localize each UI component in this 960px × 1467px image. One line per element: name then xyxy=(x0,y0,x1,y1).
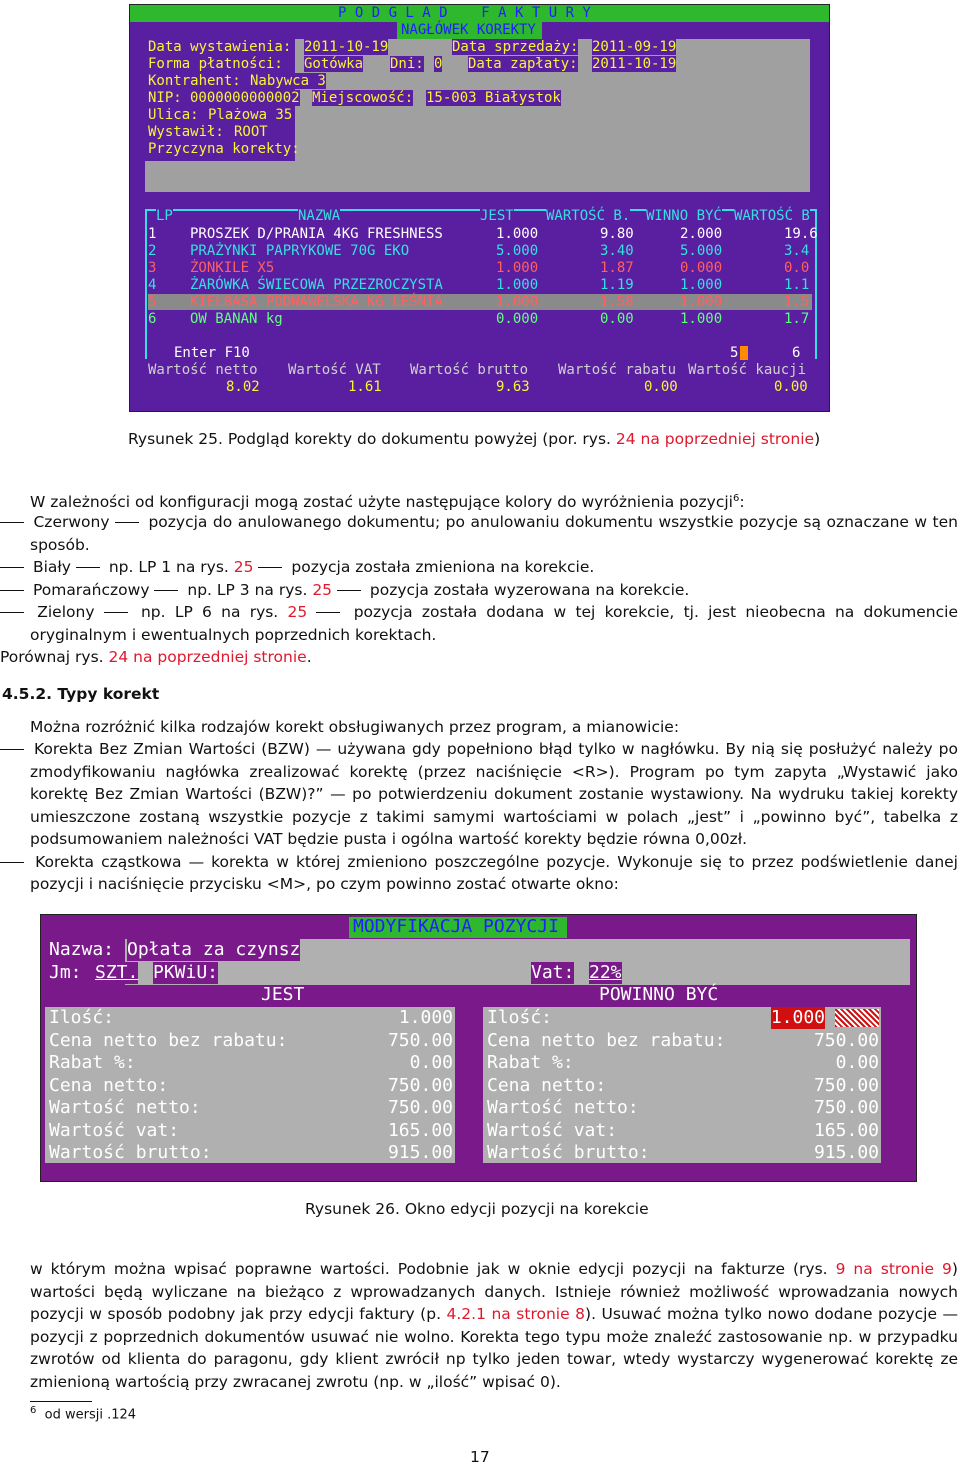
jest-label-5: Wartość vat: xyxy=(49,1119,180,1141)
row-1-jest[interactable]: 1.000 xyxy=(496,226,539,242)
type-bzw xyxy=(0,738,958,851)
closing-link2[interactable]: 4.2.1 na stronie 8 xyxy=(446,1305,586,1323)
powinno-label-5: Wartość vat: xyxy=(487,1119,618,1141)
total-kaucja: 0.00 xyxy=(774,379,808,395)
value-vat[interactable]: 22% xyxy=(589,962,622,983)
row-6-lp[interactable]: 6 xyxy=(148,311,157,327)
invoice-preview-screenshot xyxy=(129,4,830,412)
color-orange-desc: np. LP 3 na rys. xyxy=(182,580,313,599)
subtitle: NAGŁÓWEK KOREKTY xyxy=(401,22,536,38)
row-5-jest[interactable]: 1.000 xyxy=(496,294,539,310)
col-lp: LP xyxy=(156,208,173,224)
powinno-value-4[interactable]: 750.00 xyxy=(813,1097,879,1118)
section-heading: 4.5.2. Typy korekt xyxy=(2,685,160,703)
row-3-wb[interactable]: 1.87 xyxy=(600,260,634,276)
color-red: Czerwony xyxy=(33,513,110,531)
modify-position-screenshot xyxy=(40,914,917,1182)
closing-b: ) wartości będą wyliczane na bieżąco z wprowadzanych danych. Istnieje również możliwość wprowadzania nowych pozycji w sposób podobny jak przy edycji faktury (p. xyxy=(30,1260,958,1323)
list-item-red xyxy=(0,511,958,556)
closing-a: w którym można wpisać poprawne wartości. Podobnie jak w oknie edycji pozycji na fakturze (rys. xyxy=(30,1260,836,1278)
row-3-wb2[interactable]: 0.0 xyxy=(784,260,810,276)
row-3-lp[interactable]: 3 xyxy=(148,260,157,276)
compare-text: Porównaj rys. xyxy=(0,648,109,666)
jest-value-4: 750.00 xyxy=(387,1097,453,1118)
row-2-nazwa[interactable]: PRAŻYNKI PAPRYKOWE 70G EKO xyxy=(190,243,410,259)
label-vat: Vat: xyxy=(531,962,575,983)
footnote xyxy=(30,1405,136,1422)
compare-link[interactable]: 24 na poprzedniej stronie xyxy=(108,648,307,666)
value-kontrahent: Nabywca 3 xyxy=(250,73,326,89)
label-jm: Jm: xyxy=(49,962,82,983)
colors-intro xyxy=(30,488,745,513)
label-data-zap: Data zapłaty: xyxy=(468,56,578,72)
jest-label-3: Cena netto: xyxy=(49,1074,169,1096)
row-4-lp[interactable]: 4 xyxy=(148,277,157,293)
value-forma: Gotówka xyxy=(304,56,364,72)
col-jest: JEST xyxy=(480,208,514,224)
color-orange-link[interactable]: 25 xyxy=(312,580,333,599)
title: P O D G L A D F A K T U R Y xyxy=(338,5,591,21)
row-6-wb2[interactable]: 1.7 xyxy=(784,311,810,327)
colors-intro-text: W zależności od konfiguracji mogą zostać użyte następujące kolory do wyróżnienia pozycji xyxy=(30,493,733,512)
row-5-lp[interactable]: 5 xyxy=(148,294,157,310)
jest-label-1: Cena netto bez rabatu: xyxy=(49,1029,288,1051)
label-dni: Dni: xyxy=(390,56,424,72)
position-current: 5 xyxy=(730,345,739,361)
row-3-jest[interactable]: 1.000 xyxy=(496,260,539,276)
total-netto: 8.02 xyxy=(226,379,260,395)
row-5-winno[interactable]: 1.000 xyxy=(680,294,723,310)
color-orange-desc2: pozycja została wyzerowana na korekcie. xyxy=(364,580,690,599)
row-1-wb2[interactable]: 19.6 xyxy=(784,226,818,242)
jest-label-6: Wartość brutto: xyxy=(49,1142,212,1163)
powinno-value-0[interactable]: 1.000 xyxy=(770,1007,825,1028)
label-kontrahent: Kontrahent: xyxy=(148,73,241,89)
row-2-wb[interactable]: 3.40 xyxy=(600,243,634,259)
heading-jest: JEST xyxy=(261,984,305,1005)
enter-f10: Enter F10 xyxy=(174,345,250,361)
total-vat: 1.61 xyxy=(348,379,382,395)
jest-label-0: Ilość: xyxy=(49,1007,115,1028)
caption-25-end: ) xyxy=(814,430,821,448)
jest-label-4: Wartość netto: xyxy=(49,1097,201,1118)
list-item-orange xyxy=(0,579,958,602)
list-item-white xyxy=(0,556,958,579)
closing-c: ). Usuwać można tylko nowo dodane pozycje — pozycji z poprzednich dokumentów usuwać nie wolno. Korekta tego typu może znaleźć zastosowanie np. w przypadku zwrotów od klienta do paragonu, gdy klient zwrócił np tylko jeden towar, wtedy wystarczy wygenerować korektę ze zmienioną wartością przy zwracanej zwrotu (np. w „ilość” wpisać 0). xyxy=(30,1305,959,1391)
types-list xyxy=(0,738,958,896)
row-1-wb[interactable]: 9.80 xyxy=(600,226,634,242)
compare-line xyxy=(0,646,958,669)
row-2-winno[interactable]: 5.000 xyxy=(680,243,723,259)
label-pkwiu: PKWiU: xyxy=(153,962,219,983)
footnote-text: od wersji .124 xyxy=(44,1407,137,1423)
label-ulica: Ulica: xyxy=(148,107,199,123)
label-nip: NIP: xyxy=(148,90,182,106)
footnote-ref[interactable]: 6 xyxy=(732,493,740,504)
label-data-wyst: Data wystawienia: xyxy=(148,39,292,55)
closing-paragraph xyxy=(30,1258,958,1393)
compare-end: . xyxy=(306,648,312,666)
value-jm[interactable]: SZT. xyxy=(95,962,139,983)
powinno-label-2: Rabat %: xyxy=(487,1052,574,1073)
row-4-nazwa[interactable]: ŻARÓWKA ŚWIECOWA PRZEZROCZYSTA xyxy=(190,277,443,293)
color-red-desc: pozycja do anulowanego dokumentu; po anulowaniu dokumentu wszystkie pozycje są oznaczane w ten sposób. xyxy=(30,513,958,554)
total-rabat: 0.00 xyxy=(644,379,678,395)
powinno-label-0: Ilość: xyxy=(487,1007,553,1028)
row-4-jest[interactable]: 1.000 xyxy=(496,277,539,293)
value-data-wyst: 2011-10-19 xyxy=(304,39,389,55)
powinno-value-5[interactable]: 165.00 xyxy=(813,1119,879,1141)
label-nazwa: Nazwa: xyxy=(49,939,115,960)
row-2-wb2[interactable]: 3.4 xyxy=(784,243,810,259)
type-partial xyxy=(0,851,958,896)
color-green-link[interactable]: 25 xyxy=(287,603,308,621)
colors-intro-end: : xyxy=(739,493,745,512)
row-4-wb2[interactable]: 1.1 xyxy=(784,277,810,293)
list-item-green xyxy=(0,601,958,646)
color-orange: Pomarańczowy xyxy=(32,580,150,599)
caption-25-text: Rysunek 25. Podgląd korekty do dokumentu powyżej (por. rys. xyxy=(128,430,616,448)
powinno-value-3[interactable]: 750.00 xyxy=(813,1074,879,1096)
value-ulica: Plażowa 35 xyxy=(208,107,293,123)
jest-value-1: 750.00 xyxy=(387,1029,453,1051)
input-cursor-hatch xyxy=(835,1009,879,1027)
row-2-lp[interactable]: 2 xyxy=(148,243,157,259)
powinno-label-3: Cena netto: xyxy=(487,1074,607,1096)
row-6-jest[interactable]: 0.000 xyxy=(496,311,539,327)
title-bar xyxy=(130,5,829,22)
total-label-brutto: Wartość brutto xyxy=(410,362,529,378)
types-intro: Można rozróżnić kilka rodzajów korekt obsługiwanych przez program, a mianowicie: xyxy=(30,718,680,736)
color-white-desc2: pozycja została zmieniona na korekcie. xyxy=(286,558,595,576)
color-white-desc: np. LP 1 na rys. xyxy=(103,558,234,576)
row-6-nazwa[interactable]: OW BANAN kg xyxy=(190,311,283,327)
page-number: 17 xyxy=(470,1448,490,1466)
value-nazwa[interactable]: Opłata za czynsz xyxy=(127,939,301,960)
row-3-nazwa[interactable]: ŻONKILE X5 xyxy=(190,260,275,276)
caption-25 xyxy=(128,428,820,450)
type-bzw-text: Korekta Bez Zmian Wartości (BZW) — używana gdy popełniono błąd tylko w nagłówku. By nią się posłużyć należy po zmodyfikowaniu nagłówka zrealizować korektę (przez naciśnięcie <R>). Program po tym zapyta „Wystawić jako korektę Bez Zmian Wartości (BZW)?” — po potwierdzeniu dokument zostanie wystawiony. Na wydruku takiej korekty umieszczone zostaną wszystkie pozycje z takimi samymi wartościami w polach „jest” i „powinno być”, tabelka z podsumowaniem należności VAT będzie pusta i ogólna wartość korekty będzie równa 0,00zł. xyxy=(30,740,958,848)
heading-powinno: POWINNO BYĆ xyxy=(599,984,719,1005)
row-4-wb[interactable]: 1.19 xyxy=(600,277,634,293)
color-green-desc: np. LP 6 na rys. xyxy=(131,603,288,621)
value-data-zap: 2011-10-19 xyxy=(592,56,677,72)
color-list xyxy=(0,511,958,669)
label-przyczyna: Przyczyna korekty: xyxy=(148,141,300,157)
footnote-rule xyxy=(30,1401,92,1402)
row-3-winno[interactable]: 0.000 xyxy=(680,260,723,276)
row-4-winno[interactable]: 1.000 xyxy=(680,277,723,293)
color-green: Zielony xyxy=(37,603,95,621)
subtitle-bar xyxy=(397,22,542,39)
label-miejsc: Miejscowość: xyxy=(312,90,414,106)
caption-25-link[interactable]: 24 na poprzedniej stronie xyxy=(615,430,815,448)
total-label-rabat: Wartość rabatu xyxy=(558,362,677,378)
powinno-label-4: Wartość netto: xyxy=(487,1097,639,1118)
col-winno: WINNO BYĆ xyxy=(646,208,722,224)
value-data-sprz: 2011-09-19 xyxy=(592,39,677,55)
label-wystawil: Wystawił: xyxy=(148,124,224,140)
footnote-num: 6 xyxy=(30,1405,37,1416)
powinno-value-6[interactable]: 915.00 xyxy=(813,1142,879,1163)
jest-value-5: 165.00 xyxy=(387,1119,453,1141)
caption-26: Rysunek 26. Okno edycji pozycji na korekcie xyxy=(305,1200,649,1218)
row-6-winno[interactable]: 1.000 xyxy=(680,311,723,327)
row-1-lp[interactable]: 1 xyxy=(148,226,157,242)
type-partial-text: Korekta cząstkowa — korekta w której zmieniono poszczególne pozycje. Wykonuje się to przez podświetlenie danej pozycji i naciśnięcie przycisku <M>, po czym powinno zostać otwarte okno: xyxy=(30,852,958,893)
color-green-desc2: pozycja została dodana w tej korekcie, tj. jest nieobecna na dokumencie oryginalnym i ewentualnych poprzednich korektach. xyxy=(30,603,958,644)
value-nip: 0000000000002 xyxy=(190,90,300,106)
total-brutto: 9.63 xyxy=(496,379,530,395)
col-wartosc-b: WARTOŚĆ B. xyxy=(546,208,631,224)
col-wartosc-b2: WARTOŚĆ B xyxy=(734,208,810,224)
row-2-jest[interactable]: 5.000 xyxy=(496,243,539,259)
jest-value-6: 915.00 xyxy=(387,1142,453,1163)
row-5-wb[interactable]: 1.58 xyxy=(600,294,634,310)
row-5-nazwa[interactable]: KIEŁBASA PODWAWELSKA KG LEŚNIA xyxy=(190,294,443,310)
row-1-winno[interactable]: 2.000 xyxy=(680,226,723,242)
jest-value-0: 1.000 xyxy=(398,1007,453,1028)
powinno-value-1[interactable]: 750.00 xyxy=(813,1029,879,1051)
color-white: Biały xyxy=(32,558,71,576)
row-6-wb[interactable]: 0.00 xyxy=(600,311,634,327)
position-total: 6 xyxy=(792,345,801,361)
powinno-label-6: Wartość brutto: xyxy=(487,1142,650,1163)
closing-link1[interactable]: 9 na stronie 9 xyxy=(835,1260,952,1278)
cursor xyxy=(740,346,748,360)
total-label-kaucja: Wartość kaucji xyxy=(688,362,807,378)
color-white-link[interactable]: 25 xyxy=(233,558,254,576)
total-label-netto: Wartość netto xyxy=(148,362,258,378)
jest-value-3: 750.00 xyxy=(387,1074,453,1096)
value-wystawil: ROOT xyxy=(234,124,268,140)
row-5-wb2[interactable]: 1.5 xyxy=(784,294,810,310)
label-data-sprz: Data sprzedaży: xyxy=(452,39,579,55)
modify-title: MODYFIKACJA POZYCJI xyxy=(353,916,559,937)
col-nazwa: NAZWA xyxy=(298,208,341,224)
label-forma: Forma płatności: xyxy=(148,56,283,72)
jest-label-2: Rabat %: xyxy=(49,1052,136,1073)
powinno-value-2[interactable]: 0.00 xyxy=(835,1052,879,1073)
powinno-label-1: Cena netto bez rabatu: xyxy=(487,1029,726,1051)
jest-value-2: 0.00 xyxy=(409,1052,453,1073)
value-miejsc: 15-003 Białystok xyxy=(426,90,561,106)
value-dni: 0 xyxy=(434,56,443,72)
total-label-vat: Wartość VAT xyxy=(288,362,381,378)
row-1-nazwa[interactable]: PROSZEK D/PRANIA 4KG FRESHNESS xyxy=(190,226,443,242)
